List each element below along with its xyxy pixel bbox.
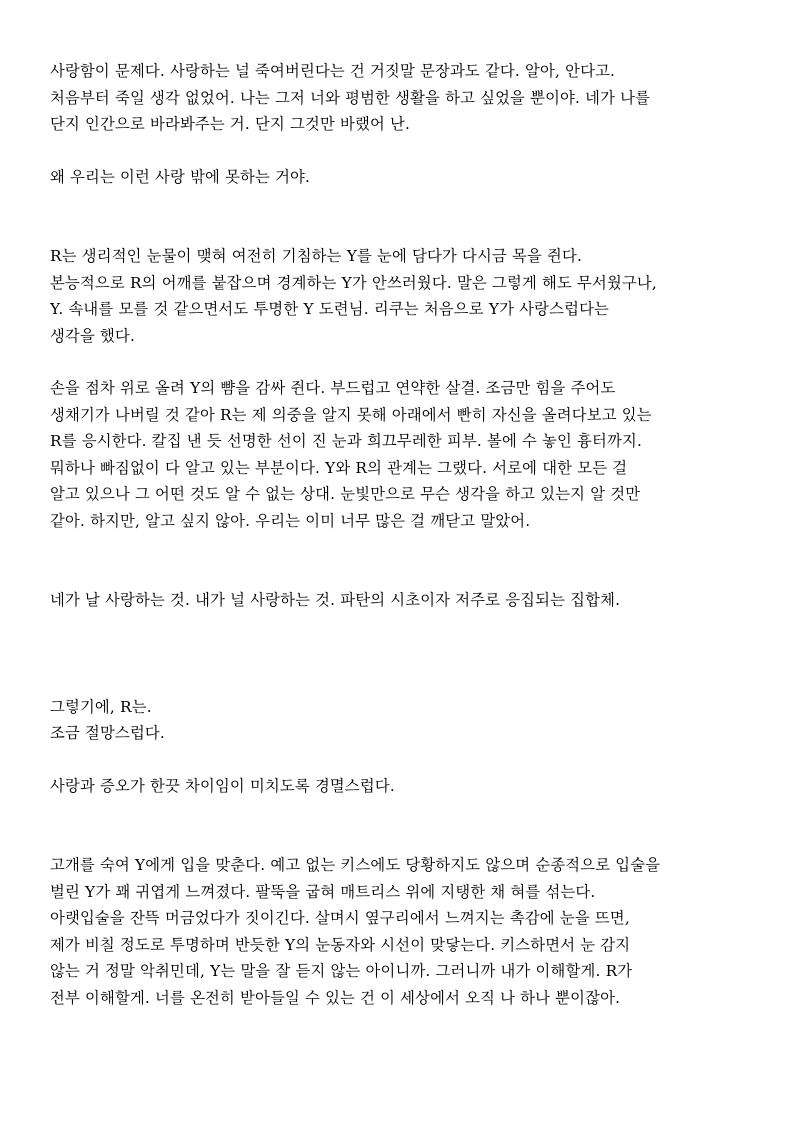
text-line: Y. 속내를 모를 것 같으면서도 투명한 Y 도련님. 리쿠는 처음으로 Y가 사랑스럽다는: [50, 300, 610, 318]
text-line: 손을 점차 위로 올려 Y의 뺨을 감싸 쥔다. 부드럽고 연약한 살결. 조금만 힘을 주어도: [50, 379, 616, 397]
paragraph: [50, 773, 770, 800]
text-line: 같아. 하지만, 알고 싶지 않아. 우리는 이미 너무 많은 걸 깨닫고 말았어.: [50, 511, 531, 530]
text-line: 않는 거 정말 악취민데, Y는 말을 잘 듣지 않는 아이니까. 그러니까 내가 이해할게. R가: [50, 962, 633, 980]
text-line: 아랫입술을 잔뜩 머금었다가 짓이긴다. 살며시 옆구리에서 느껴지는 촉감에 눈을 뜨면,: [50, 909, 630, 927]
text-line: 단지 인간으로 바라봐주는 거. 단지 그것만 바랬어 난.: [50, 115, 411, 133]
text-line: R를 응시한다. 칼집 낸 듯 선명한 선이 진 눈과 희끄무레한 피부. 볼에 수 놓인 흉터까지.: [50, 432, 643, 450]
text-line: 벌린 Y가 꽤 귀엽게 느껴졌다. 팔뚝을 굽혀 매트리스 위에 지탱한 채 혀를 섞는다.: [50, 882, 596, 901]
text-line: 사랑함이 문제다. 사랑하는 널 죽여버린다는 건 거짓말 문장과도 같다. 알아, 안다고.: [50, 62, 616, 80]
text-line: 제가 비칠 정도로 투명하며 반듯한 Y의 눈동자와 시선이 맞닿는다. 키스하면서 눈 감지: [50, 935, 631, 954]
text-line: 처음부터 죽일 생각 없었어. 나는 그저 너와 평범한 생활을 하고 싶었을 뿐이야. 네가 나를: [50, 88, 651, 107]
text-line: 생각을 했다.: [50, 326, 136, 345]
paragraph: [50, 852, 770, 1011]
text-line: 생채기가 나버릴 것 같아 R는 제 의중을 알지 못해 아래에서 빤히 자신을 올려다보고 있는: [50, 405, 652, 424]
text-line: 조금 절망스럽다.: [50, 724, 165, 742]
text-line: 왜 우리는 이런 사랑 밖에 못하는 거야.: [50, 167, 311, 186]
document-body: [50, 58, 770, 1011]
paragraph: [50, 58, 770, 138]
text-line: 사랑과 증오가 한끗 차이임이 미치도록 경멸스럽다.: [50, 776, 395, 795]
text-line: 전부 이해할게. 너를 온전히 받아들일 수 있는 건 이 세상에서 오직 나 하나 뿐이잖아.: [50, 988, 621, 1007]
text-line: 뭐하나 빠짐없이 다 알고 있는 부분이다. Y와 R의 관계는 그랬다. 서로에 대한 모든 걸: [50, 458, 628, 477]
text-line: 네가 날 사랑하는 것. 내가 널 사랑하는 것. 파탄의 시초이자 저주로 응집되는 집합체.: [50, 591, 621, 609]
paragraph: [50, 694, 770, 747]
text-line: R는 생리적인 눈물이 맺혀 여전히 기침하는 Y를 눈에 담다가 다시금 목을 쥔다.: [50, 247, 583, 265]
text-line: 본능적으로 R의 어깨를 붙잡으며 경계하는 Y가 안쓰러웠다. 말은 그렇게 해도 무서웠구나,: [50, 273, 657, 292]
paragraph: [50, 243, 770, 349]
text-line: 알고 있으나 그 어떤 것도 알 수 없는 상대. 눈빛만으로 무슨 생각을 하고 있는지 알 것만: [50, 485, 641, 503]
paragraph: [50, 587, 770, 614]
paragraph: [50, 164, 770, 191]
text-line: 그렇기에, R는.: [50, 697, 152, 716]
paragraph: [50, 375, 770, 534]
text-line: 고개를 숙여 Y에게 입을 맞춘다. 예고 없는 키스에도 당황하지도 않으며 순종적으로 입술을: [50, 856, 661, 874]
